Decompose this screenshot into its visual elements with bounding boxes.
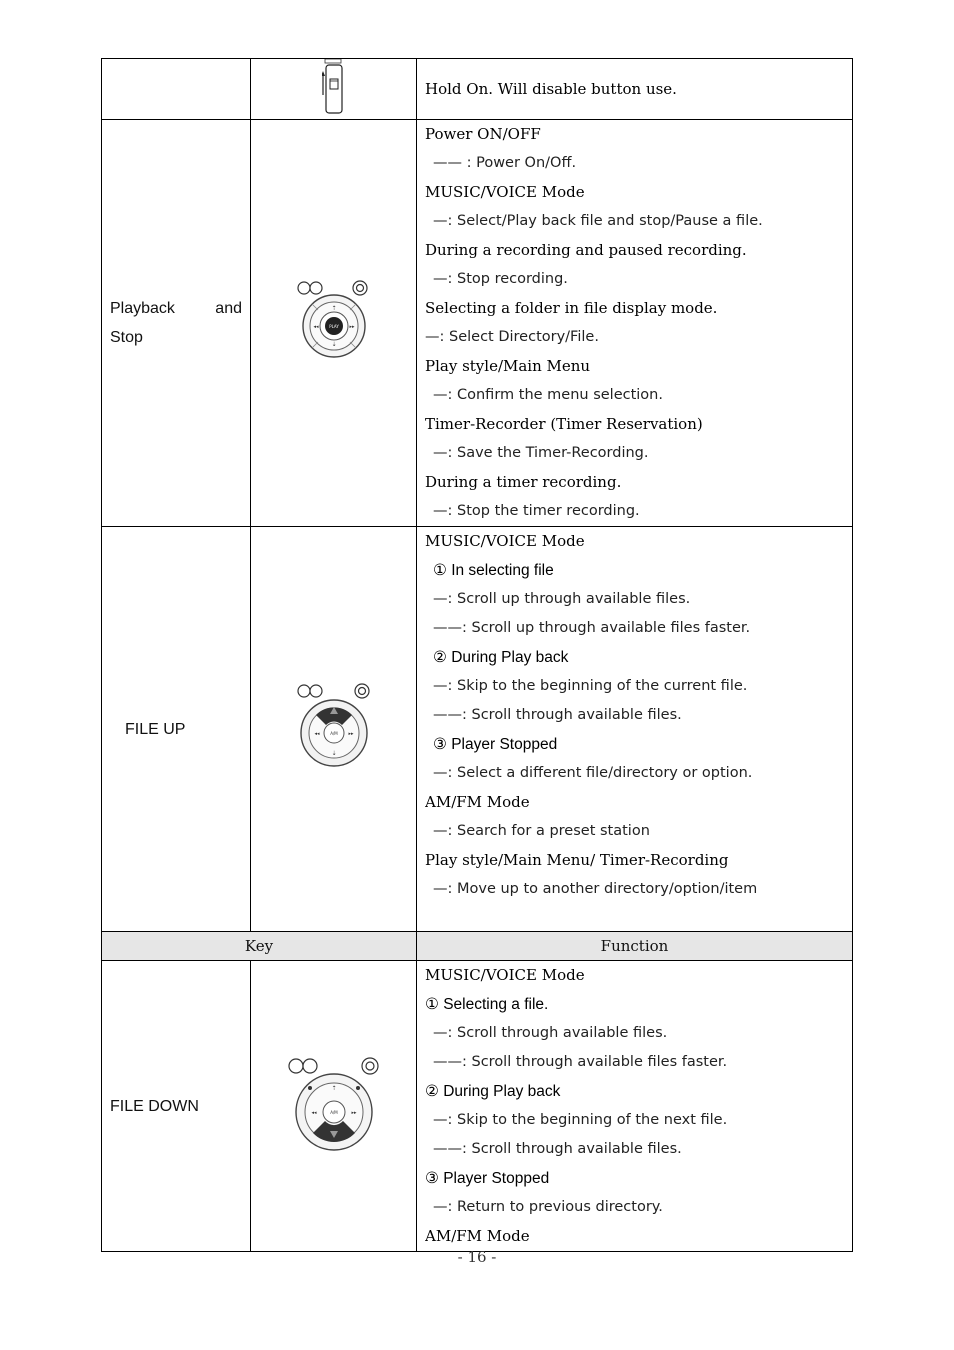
function-line: —: Stop recording.	[433, 271, 568, 287]
svg-text:▸▸: ▸▸	[347, 731, 354, 737]
table-row	[102, 59, 853, 120]
key-image-cell	[251, 527, 417, 932]
svg-text:▸▸: ▸▸	[350, 1110, 357, 1116]
function-line: —: Select/Play back file and stop/Pause a file.	[433, 213, 763, 229]
svg-text:A/M: A/M	[329, 731, 338, 736]
function-line: —: Return to previous directory.	[433, 1199, 663, 1215]
key-name: FILE DOWN	[110, 1097, 199, 1115]
function-line: Hold On. Will disable button use.	[425, 79, 677, 98]
key-name-line2: Stop	[110, 329, 143, 346]
function-line: ① Selecting a file.	[425, 996, 549, 1013]
function-line: —— : Power On/Off.	[433, 155, 577, 171]
function-line: —: Save the Timer-Recording.	[433, 445, 649, 461]
svg-text:⇡: ⇡	[330, 305, 337, 312]
function-line: —: Skip to the beginning of the current file.	[433, 678, 748, 694]
play-stop-control-pad-icon	[296, 280, 372, 362]
function-line: —: Scroll up through available files.	[433, 591, 691, 607]
table-row	[102, 527, 853, 932]
svg-text:A/M: A/M	[329, 1110, 338, 1115]
function-line: ——: Scroll through available files.	[433, 1141, 682, 1157]
function-line: ——: Scroll up through available files faster.	[433, 620, 751, 636]
function-line: During a recording and paused recording.	[425, 241, 747, 259]
function-line: —: Select Directory/File.	[425, 329, 599, 345]
function-cell	[417, 527, 853, 932]
table-row	[102, 120, 853, 527]
function-line: ② During Play back	[425, 1083, 561, 1100]
header-function: Function	[417, 932, 853, 961]
function-line: —: Select a different file/directory or option.	[433, 765, 753, 781]
function-line: Power ON/OFF	[425, 125, 541, 143]
key-name-cell	[102, 120, 251, 527]
table-header-row	[102, 932, 853, 961]
function-line: ② During Play back	[433, 649, 569, 666]
function-line: MUSIC/VOICE Mode	[425, 183, 585, 201]
svg-text:◂◂: ◂◂	[313, 731, 320, 737]
file-up-control-pad-icon	[292, 683, 376, 771]
function-line: ③ Player Stopped	[433, 736, 558, 753]
function-line: —: Move up to another directory/option/item	[433, 881, 758, 897]
svg-text:⇣: ⇣	[330, 341, 337, 348]
function-line: ——: Scroll through available files.	[433, 707, 682, 723]
svg-text:▸▸: ▸▸	[348, 324, 355, 330]
svg-text:⇡: ⇡	[330, 1085, 337, 1092]
function-line: —: Skip to the beginning of the next file.	[433, 1112, 728, 1128]
function-line: —: Stop the timer recording.	[433, 503, 640, 519]
key-image-cell	[251, 59, 417, 120]
function-cell	[417, 120, 853, 527]
function-line: —: Search for a preset station	[433, 823, 650, 839]
function-line: Play style/Main Menu	[425, 357, 591, 375]
function-line: ——: Scroll through available files faster.	[433, 1054, 728, 1070]
hold-switch-icon	[322, 59, 346, 115]
function-line: ③ Player Stopped	[425, 1170, 550, 1187]
key-image-cell	[251, 120, 417, 527]
function-line: AM/FM Mode	[425, 1227, 530, 1245]
function-line: —: Scroll through available files.	[433, 1025, 668, 1041]
svg-text:PLAY: PLAY	[328, 324, 339, 329]
function-line: Timer-Recorder (Timer Reservation)	[425, 415, 703, 433]
function-line: Play style/Main Menu/ Timer-Recording	[425, 851, 729, 869]
function-line: —: Confirm the menu selection.	[433, 387, 663, 403]
key-name: FILE UP	[125, 720, 186, 738]
function-line: Selecting a folder in file display mode.	[425, 299, 718, 317]
key-name-word: and	[215, 300, 242, 317]
function-cell	[417, 961, 853, 1252]
key-name-cell	[102, 961, 251, 1252]
function-line: ① In selecting file	[433, 562, 554, 579]
page-number: - 16 -	[457, 1248, 497, 1266]
svg-text:◂◂: ◂◂	[312, 324, 319, 330]
key-image-cell	[251, 961, 417, 1252]
key-name-word: Playback	[110, 300, 175, 317]
header-key: Key	[102, 932, 417, 961]
function-cell	[417, 59, 853, 120]
key-name-cell	[102, 527, 251, 932]
function-line: During a timer recording.	[425, 473, 622, 491]
function-line: AM/FM Mode	[425, 793, 530, 811]
svg-text:◂◂: ◂◂	[310, 1110, 317, 1116]
key-function-table	[101, 58, 853, 1252]
function-line: MUSIC/VOICE Mode	[425, 532, 585, 550]
table-row	[102, 961, 853, 1252]
file-down-control-pad-icon	[286, 1056, 382, 1152]
svg-text:⇣: ⇣	[330, 750, 337, 757]
function-line: MUSIC/VOICE Mode	[425, 966, 585, 984]
key-name-cell	[102, 59, 251, 120]
